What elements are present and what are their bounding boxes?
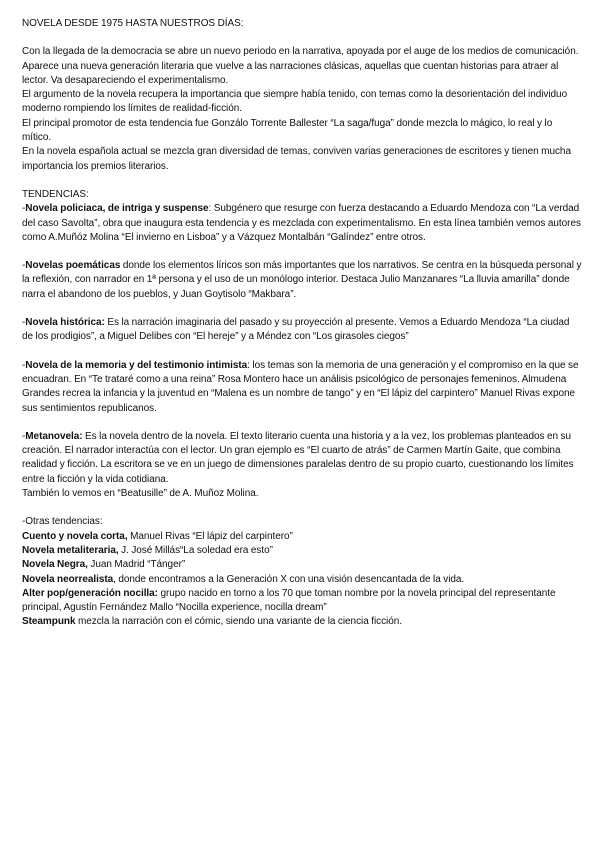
other-trend-label: Novela neorrealista xyxy=(22,573,114,585)
other-trend-text: grupo nacido en torno a los 70 que toman nombre por la novela principal del representante principal, Agustín Fernández Mallo “Nocilla experience, nocilla dream” xyxy=(22,587,556,614)
other-trend-text: Juan Madrid “Tánger” xyxy=(87,559,186,571)
other-trend-item xyxy=(22,530,582,544)
intro-paragraph: En la novela española actual se mezcla gran diversidad de temas, conviven varias generaciones de escritores y tienen mucha importancia los premios literarios. xyxy=(22,146,571,172)
other-trend-text: , donde encontramos a la Generación X con una visión desencantada de la vida. xyxy=(113,573,465,585)
other-trend-item xyxy=(22,587,582,616)
other-trend-item xyxy=(22,558,582,572)
trend-prefix: - xyxy=(22,359,26,371)
other-trends-section xyxy=(22,515,582,629)
trend-poematicas xyxy=(22,259,582,302)
trend-prefix: - xyxy=(22,430,26,442)
trend-prefix: - xyxy=(22,203,26,215)
trend-label: Novelas poemáticas xyxy=(25,260,121,272)
intro-section xyxy=(22,45,582,174)
trend-label: Novela de la memoria y del testimonio intimista xyxy=(25,359,248,371)
trend-text: donde los elementos líricos son más importantes que los narrativos. Se centra en la búsqueda personal y la reflexión, con narrador en 1ª persona y el uso de un monólogo interior. Destaca Julio Manzanares “La lluvia amarilla” donde narra el abandono de los pueblos, y Juan Goytisolo “Makbara”. xyxy=(22,260,582,300)
trend-text: : Subgénero que resurge con fuerza destacando a Eduardo Mendoza con “La verdad del caso Savolta”, obra que inaugura esta tendencia y es mezclada con experimentalismo. En esta línea también vemos autores como A.Muñóz Molina “El invierno en Lisboa” y a Vázquez Montalbán “Galíndez” entre otros. xyxy=(22,203,581,243)
other-trend-label: Steampunk xyxy=(22,616,76,628)
trend-memoria xyxy=(22,359,582,416)
trend-text: : los temas son la memoria de una generación y el compromiso en la que se encuadran. En “Te trataré como a una reina” Rosa Montero hace un análisis psicológico de personajes femeninos. Almudena Grandes recrea la infancia y la juventud en “Malena es un nombre de tango” y en “El lápiz del carpintero” Manuel Rivas expone sus sentimientos republicanos. xyxy=(22,359,579,414)
other-trend-label: Cuento y novela corta, xyxy=(22,530,128,542)
trend-historica xyxy=(22,316,582,345)
document-page xyxy=(22,17,582,630)
trend-metanovela xyxy=(22,430,582,501)
other-trend-text: Manuel Rivas “El lápiz del carpintero” xyxy=(127,530,293,542)
other-trend-label: Alter pop/generación nocilla: xyxy=(22,587,158,599)
tendencias-heading: TENDENCIAS: xyxy=(22,188,89,200)
other-trend-item xyxy=(22,615,582,629)
trend-extra: También lo vemos en “Beatusille” de A. Muñoz Molina. xyxy=(22,488,259,500)
intro-paragraph: El principal promotor de esta tendencia fue Gonzálo Torrente Ballester “La saga/fuga” donde mezcla lo mágico, lo real y lo mítico. xyxy=(22,117,553,144)
other-trend-item xyxy=(22,544,582,558)
trend-text: Es la narración imaginaria del pasado y su proyección al presente. Vemos a Eduardo Mendoza “La ciudad de los prodigios”, a Miguel Delibes con “El hereje” y a Méndez con “Los girasoles ciegos” xyxy=(22,317,570,343)
trend-policiaca xyxy=(22,202,582,245)
other-trend-text: mezcla la narración con el cómic, siendo una variante de la ciencia ficción. xyxy=(75,616,402,628)
document-title: NOVELA DESDE 1975 HASTA NUESTROS DÍAS: xyxy=(22,18,244,29)
trend-label: Novela histórica: xyxy=(25,317,105,329)
trend-prefix: - xyxy=(22,260,26,272)
intro-paragraph: El argumento de la novela recupera la importancia que siempre había tenido, con temas como la desorientación del individuo moderno rompiendo los límites de realidad-ficción. xyxy=(22,89,568,115)
other-trend-label: Novela metaliteraria, xyxy=(22,544,119,556)
trend-label: Metanovela: xyxy=(25,430,83,442)
intro-paragraph: Con la llegada de la democracia se abre un nuevo periodo en la narrativa, apoyada por el auge de los medios de comunicación. Aparece una nueva generación literaria que vuelve a las narraciones clásicas, aquellas que cuentan historias para atraer al lector. Va desapareciendo el experimentalismo. xyxy=(22,46,579,86)
trend-label: Novela policiaca, de intriga y suspense xyxy=(25,203,209,215)
other-trend-label: Novela Negra, xyxy=(22,559,88,571)
other-trend-text: J. José Millás“La soledad era esto” xyxy=(118,544,273,556)
trend-prefix: - xyxy=(22,317,26,329)
trend-text: Es la novela dentro de la novela. El texto literario cuenta una historia y a la vez, los problemas planteados en su creación. El narrador interactúa con el lector. Un gran ejemplo es “El cuarto de atrás” de Carmen Martín Gaite, que combina realidad y ficción. La escritora se ve en un juego de dimensiones paralelas dentro de su propio cuarto, cuestionando los límites entre la ficción y la vida cotidiana. xyxy=(22,430,574,485)
other-trend-item xyxy=(22,573,582,587)
other-trends-heading: -Otras tendencias: xyxy=(22,516,103,528)
